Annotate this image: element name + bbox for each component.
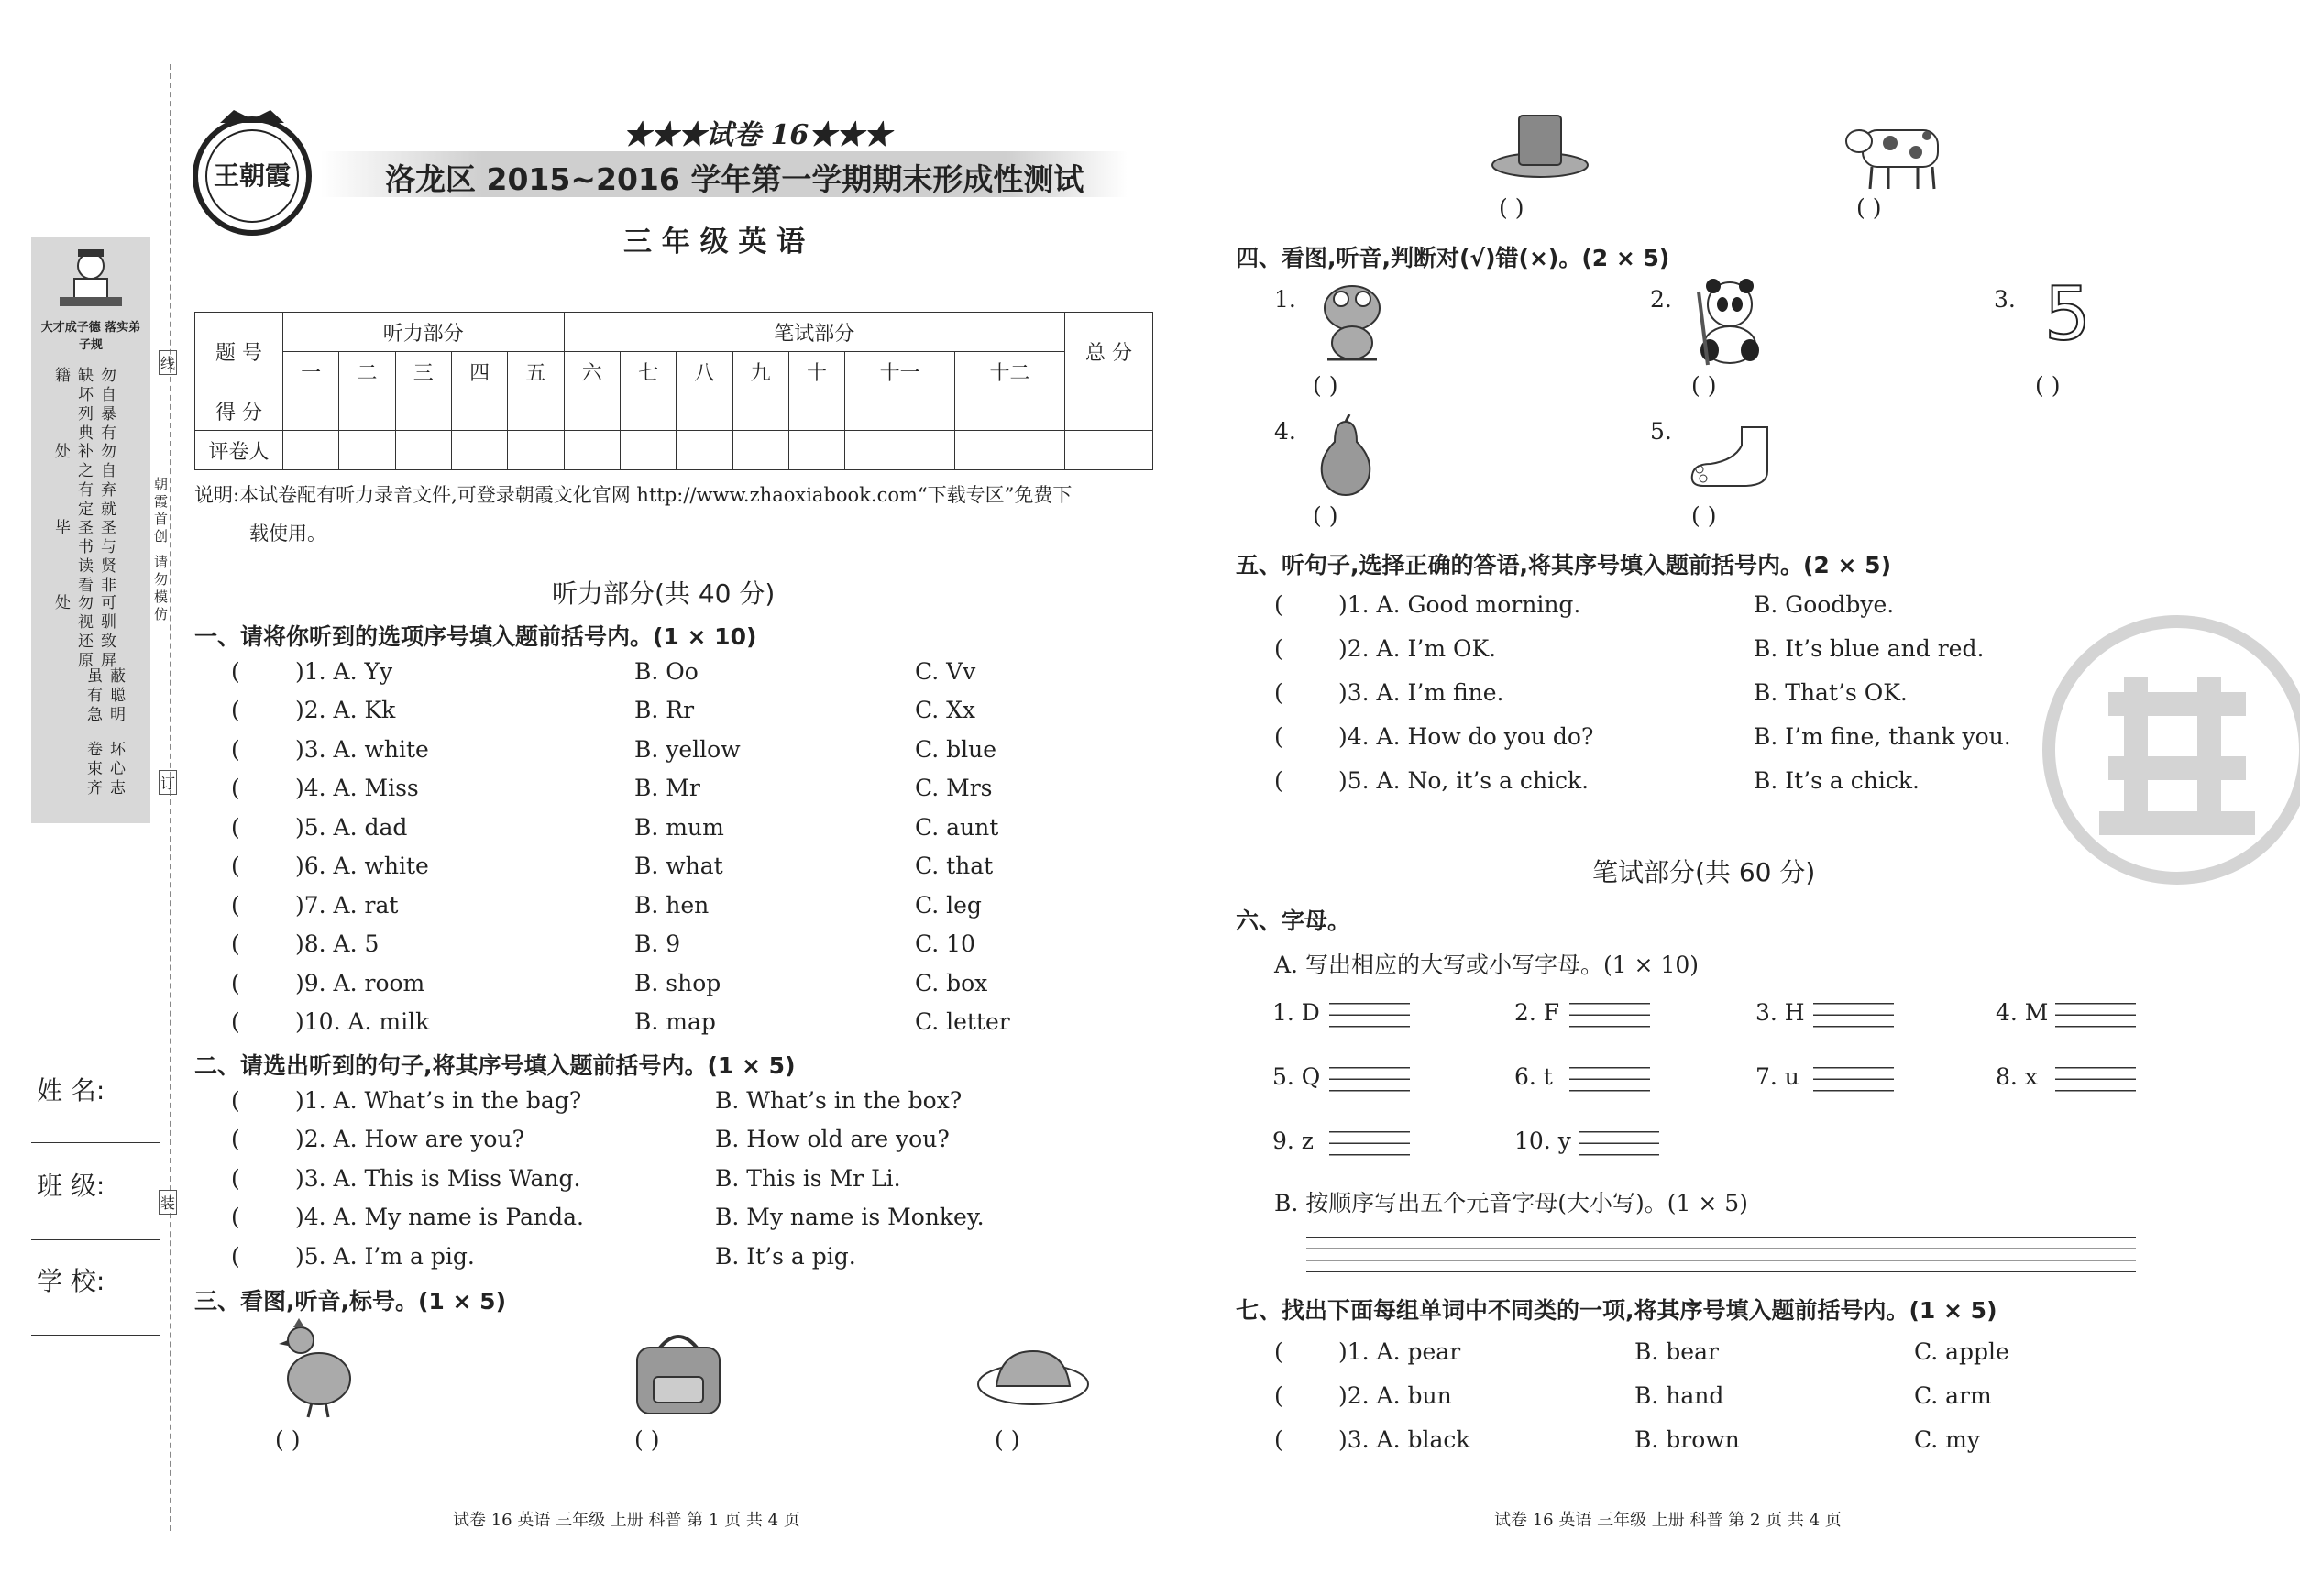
list-item-text: )3. A. black [1338, 1426, 1470, 1453]
writing-lines[interactable] [1569, 993, 1650, 1029]
list-item: B. What’s in the box? [715, 1087, 963, 1114]
writing-lines[interactable] [1813, 1057, 1894, 1094]
q-num: 二 [339, 352, 395, 391]
motto-line: 勿自暴有缺坏列典籍 [51, 367, 116, 444]
list-item[interactable] [231, 1204, 584, 1230]
writing-lines[interactable] [1813, 993, 1894, 1029]
list-item: B. It’s a pig. [715, 1243, 856, 1270]
class-field[interactable] [31, 1239, 160, 1240]
subject-title: 三 年 级 英 语 [623, 226, 806, 259]
page-footer-right: 试卷 16 英语 三年级 上册 科普 第 2 页 共 4 页 [1494, 1511, 1842, 1530]
list-item[interactable] [1274, 1382, 1452, 1409]
motto-line: 蔽聪明虽有急 [83, 667, 125, 725]
q-num: 十二 [955, 352, 1065, 391]
list-item[interactable] [231, 1126, 524, 1152]
motto-panel [31, 237, 150, 823]
list-item: C. apple [1914, 1338, 2009, 1365]
name-label: 姓 名: [37, 1075, 105, 1106]
list-item-text: ( [1274, 1382, 1283, 1409]
list-item: B. brown [1634, 1426, 1740, 1453]
list-item: B. Oo [634, 658, 699, 685]
hen-icon [275, 1313, 358, 1423]
motto-top: 大才成子德 落实弟子规 [40, 321, 141, 352]
writing-lines[interactable] [1579, 1121, 1659, 1158]
list-item-text: ( [231, 853, 240, 879]
list-item-text: )2. A. I’m OK. [1338, 635, 1497, 662]
letter-prompt: 1. D [1272, 999, 1320, 1026]
letter-prompt: 7. u [1755, 1063, 1799, 1090]
vertical-note: 朝霞首创 请勿模仿 [152, 477, 169, 624]
binding-dashed-line [170, 64, 171, 1531]
list-item: C. letter [915, 1008, 1010, 1035]
list-item-text: )1. A. Yy [295, 658, 393, 685]
list-item-text: ( [231, 697, 240, 723]
list-item-text: )1. A. What’s in the bag? [295, 1087, 582, 1114]
note-line: 载使用。 [249, 523, 326, 545]
paper-number: ★★★试卷 16★★★ [623, 119, 892, 151]
row-grader-label: 评卷人 [195, 431, 283, 470]
list-item-text: )6. A. white [295, 853, 429, 879]
q-num: 八 [677, 352, 732, 391]
logo-seal [183, 103, 321, 240]
panda-icon [1682, 273, 1774, 367]
bag-icon [628, 1329, 729, 1421]
list-item[interactable] [1274, 723, 1593, 750]
list-item-text: )7. A. rat [295, 892, 399, 919]
list-item[interactable] [231, 736, 429, 763]
writing-lines[interactable] [2055, 1057, 2136, 1094]
seal-mark: 线 [159, 350, 177, 375]
answer-blank[interactable]: ( ) [1313, 372, 1338, 399]
list-item-text: ( [231, 930, 240, 957]
motto-line: 勿自弃就补之有定处 [51, 443, 116, 520]
answer-blank[interactable]: ( ) [995, 1426, 1020, 1453]
q-num: 五 [508, 352, 564, 391]
pear-icon [1309, 414, 1382, 497]
section3-title: 三、看图,听音,标号。(1 × 5) [194, 1288, 506, 1315]
confidential-stamp-icon [2026, 612, 2300, 887]
list-item: B. How old are you? [715, 1126, 950, 1152]
list-item-text: )4. A. Miss [295, 775, 419, 801]
list-item-text: ( [231, 892, 240, 919]
answer-blank[interactable]: ( ) [1691, 372, 1717, 399]
q-num: 四 [451, 352, 507, 391]
list-item-text: ( [231, 970, 240, 996]
motto-line: 可驯致屏勿视还原处 [51, 594, 116, 671]
list-item: B. what [634, 853, 723, 879]
student-figure-icon [54, 246, 127, 310]
item-number: 5. [1650, 418, 1672, 445]
list-item[interactable] [1274, 1338, 1460, 1365]
list-item-text: )1. A. Good morning. [1338, 591, 1581, 618]
list-item-text: )2. A. Kk [295, 697, 396, 723]
section5-title: 五、听句子,选择正确的答语,将其序号填入题前括号内。(2 × 5) [1236, 552, 1891, 578]
letter-prompt: 6. t [1514, 1063, 1553, 1090]
section1-title: 一、请将你听到的选项序号填入题前括号内。(1 × 10) [194, 623, 757, 650]
list-item[interactable] [1274, 635, 1496, 662]
motto-line: 坏心志卷束齐 [83, 741, 125, 798]
list-item-text: )2. A. How are you? [295, 1126, 524, 1152]
list-item[interactable] [231, 1243, 475, 1270]
list-item-text: ( [1274, 679, 1283, 706]
part-a-title: A. 写出相应的大写或小写字母。(1 × 10) [1274, 952, 1700, 978]
listening-header: 听力部分 [283, 313, 565, 352]
vowel-writing-lines[interactable] [1306, 1227, 2136, 1272]
list-item-text: ( [231, 775, 240, 801]
section6-title: 六、字母。 [1236, 908, 1351, 934]
writing-lines[interactable] [1329, 993, 1410, 1029]
writing-lines[interactable] [1569, 1057, 1650, 1094]
list-item-text: )4. A. How do you do? [1338, 723, 1594, 750]
school-label: 学 校: [37, 1266, 105, 1296]
list-item: B. It’s a chick. [1754, 767, 1920, 794]
list-item: B. bear [1634, 1338, 1719, 1365]
logo-text: 王朝霞 [213, 160, 291, 191]
list-item-text: )2. A. bun [1338, 1382, 1452, 1409]
section7-title: 七、找出下面每组单词中不同类的一项,将其序号填入题前括号内。(1 × 5) [1236, 1297, 1997, 1324]
list-item[interactable] [1274, 767, 1589, 794]
list-item: B. That’s OK. [1754, 679, 1908, 706]
list-item-text: ( [231, 1126, 240, 1152]
frog-icon [1311, 275, 1393, 367]
writing-lines[interactable] [1329, 1121, 1410, 1158]
list-item: C. 10 [915, 930, 975, 957]
answer-blank[interactable]: ( ) [1313, 502, 1338, 529]
page-footer-left: 试卷 16 英语 三年级 上册 科普 第 1 页 共 4 页 [453, 1511, 800, 1530]
list-item-text: )10. A. milk [295, 1008, 430, 1035]
list-item: B. My name is Monkey. [715, 1204, 985, 1230]
answer-blank[interactable]: ( ) [275, 1426, 301, 1453]
part-b-title: B. 按顺序写出五个元音字母(大小写)。(1 × 5) [1274, 1190, 1748, 1216]
letter-prompt: 3. H [1755, 999, 1805, 1026]
list-item[interactable] [231, 697, 395, 723]
bun-icon [974, 1348, 1093, 1412]
list-item-text: )1. A. pear [1338, 1338, 1461, 1365]
list-item: B. 9 [634, 930, 681, 957]
foot-icon [1689, 424, 1771, 490]
letter-prompt: 9. z [1272, 1128, 1314, 1154]
list-item[interactable] [231, 892, 398, 919]
class-label: 班 级: [37, 1171, 105, 1201]
list-item-text: )3. A. white [295, 736, 429, 763]
letter-prompt: 8. x [1996, 1063, 2038, 1090]
q-num: 六 [564, 352, 620, 391]
letter-prompt: 5. Q [1272, 1063, 1321, 1090]
list-item-text: ( [231, 1008, 240, 1035]
list-item-text: ( [231, 1165, 240, 1192]
q-num: 九 [732, 352, 788, 391]
list-item[interactable] [1274, 679, 1504, 706]
list-item: B. Mr [634, 775, 700, 801]
list-item[interactable] [1274, 591, 1580, 618]
name-field[interactable] [31, 1142, 160, 1143]
answer-blank[interactable]: ( ) [1691, 502, 1717, 529]
seal-mark: 装 [159, 1190, 177, 1215]
list-item-text: ( [231, 1087, 240, 1114]
list-item: C. box [915, 970, 988, 996]
list-item-text: ( [1274, 1426, 1283, 1453]
q-num: 七 [620, 352, 676, 391]
list-item-text: ( [231, 736, 240, 763]
list-item[interactable] [231, 1165, 581, 1192]
list-item[interactable] [1274, 1426, 1470, 1453]
list-item-text: )3. A. This is Miss Wang. [295, 1165, 581, 1192]
list-item[interactable] [231, 1087, 581, 1114]
list-item-text: ( [1274, 591, 1283, 618]
item-number: 3. [1994, 286, 2016, 313]
list-item[interactable] [231, 658, 392, 685]
list-item-text: ( [231, 814, 240, 841]
col-title: 题 号 [195, 313, 283, 391]
list-item: C. aunt [915, 814, 999, 841]
number-five: 5 [2044, 271, 2091, 357]
answer-blank[interactable]: ( ) [2035, 372, 2061, 399]
item-number: 4. [1274, 418, 1296, 445]
score-table [194, 312, 1153, 470]
list-item: C. Mrs [915, 775, 993, 801]
list-item-text: )8. A. 5 [295, 930, 380, 957]
list-item-text: ( [231, 658, 240, 685]
cow-icon [1843, 110, 1948, 197]
exam-title: 洛龙区 2015~2016 学年第一学期期末形成性测试 [385, 161, 1084, 197]
list-item[interactable] [231, 853, 429, 879]
motto-line: 圣与贤非圣书读看毕 [51, 519, 116, 596]
list-item: B. Goodbye. [1754, 591, 1895, 618]
q-num: 十 [788, 352, 844, 391]
list-item[interactable] [231, 970, 424, 996]
list-item: B. hen [634, 892, 710, 919]
answer-blank[interactable]: ( ) [1499, 194, 1524, 221]
note-line: 说明:本试卷配有听力录音文件,可登录朝霞文化官网 http://www.zhaoxiabook.com“下载专区”免费下 [194, 484, 1073, 506]
list-item: C. my [1914, 1426, 1980, 1453]
list-item: B. shop [634, 970, 721, 996]
school-field[interactable] [31, 1335, 160, 1336]
list-item: B. I’m fine, thank you. [1754, 723, 2011, 750]
list-item-text: ( [1274, 635, 1283, 662]
list-item[interactable] [231, 930, 379, 957]
list-item: C. that [915, 853, 994, 879]
letter-prompt: 2. F [1514, 999, 1560, 1026]
answer-blank[interactable]: ( ) [1856, 194, 1882, 221]
list-item: B. Rr [634, 697, 695, 723]
list-item: B. map [634, 1008, 716, 1035]
answer-blank[interactable]: ( ) [634, 1426, 660, 1453]
list-item: C. blue [915, 736, 997, 763]
list-item-text: )5. A. No, it’s a chick. [1338, 767, 1590, 794]
item-number: 2. [1650, 286, 1672, 313]
q-num: 一 [283, 352, 339, 391]
row-score-label: 得 分 [195, 391, 283, 431]
listening-title: 听力部分(共 40 分) [552, 578, 776, 609]
writing-lines[interactable] [2055, 993, 2136, 1029]
list-item-text: )9. A. room [295, 970, 425, 996]
writing-lines[interactable] [1329, 1057, 1410, 1094]
list-item: B. This is Mr Li. [715, 1165, 901, 1192]
list-item-text: )4. A. My name is Panda. [295, 1204, 584, 1230]
writing-header: 笔试部分 [564, 313, 1064, 352]
hat-icon [1490, 108, 1590, 182]
list-item[interactable] [231, 814, 407, 841]
section4-title: 四、看图,听音,判断对(√)错(×)。(2 × 5) [1236, 245, 1670, 271]
item-number: 1. [1274, 286, 1296, 313]
list-item-text: ( [231, 1243, 240, 1270]
list-item-text: )3. A. I’m fine. [1338, 679, 1504, 706]
list-item-text: ( [231, 1204, 240, 1230]
list-item-text: ( [1274, 723, 1283, 750]
list-item: B. hand [1634, 1382, 1724, 1409]
list-item-text: ( [1274, 1338, 1283, 1365]
list-item-text: )5. A. I’m a pig. [295, 1243, 475, 1270]
list-item: C. Xx [915, 697, 976, 723]
section2-title: 二、请选出听到的句子,将其序号填入题前括号内。(1 × 5) [194, 1052, 796, 1079]
list-item: C. Vv [915, 658, 976, 685]
list-item: C. leg [915, 892, 982, 919]
list-item: B. It’s blue and red. [1754, 635, 1985, 662]
q-num: 十一 [845, 352, 955, 391]
total-header: 总 分 [1065, 313, 1153, 391]
letter-prompt: 10. y [1514, 1128, 1571, 1154]
list-item: B. yellow [634, 736, 741, 763]
q-num: 三 [395, 352, 451, 391]
list-item[interactable] [231, 1008, 429, 1035]
list-item[interactable] [231, 775, 419, 801]
seal-mark: 订 [159, 770, 177, 795]
list-item: B. mum [634, 814, 724, 841]
list-item-text: ( [1274, 767, 1283, 794]
letter-prompt: 4. M [1996, 999, 2049, 1026]
list-item-text: )5. A. dad [295, 814, 408, 841]
writing-title: 笔试部分(共 60 分) [1592, 857, 1816, 887]
list-item: C. arm [1914, 1382, 1992, 1409]
